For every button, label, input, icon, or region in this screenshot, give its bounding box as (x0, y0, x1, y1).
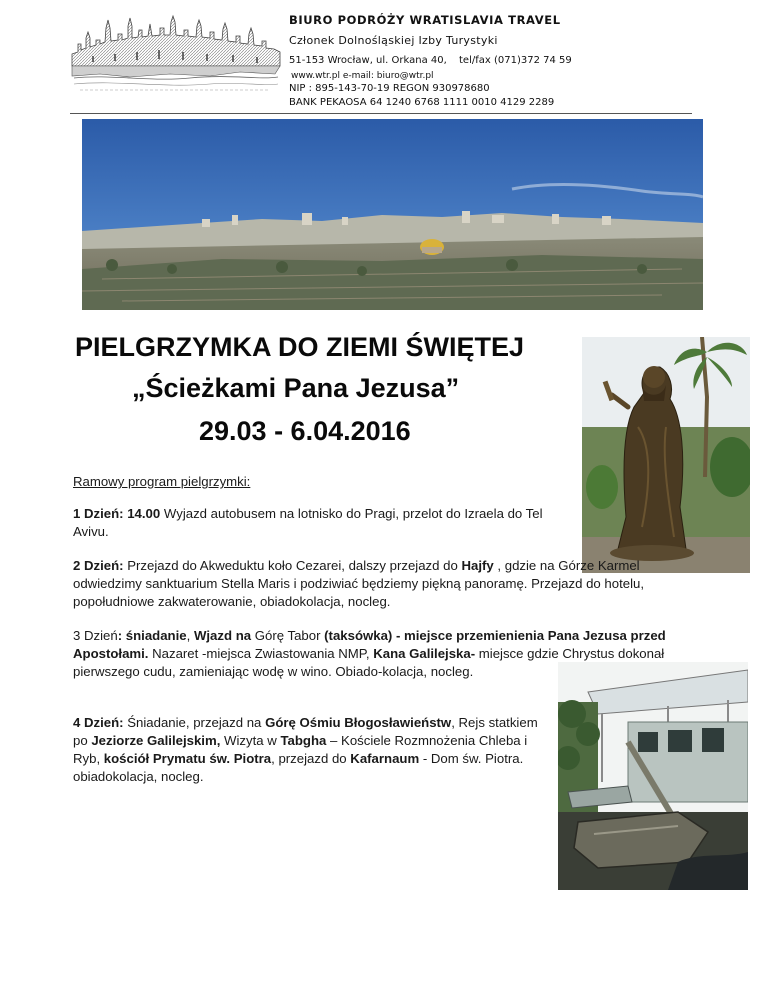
day-4-text-b: , Rejs statkiem po (73, 715, 538, 748)
pilgrimage-dates: 29.03 - 6.04.2016 (199, 416, 411, 446)
galilee-harbor-photo (558, 662, 748, 890)
day-3-transfiguration: (taksówka) - miejsce przemienienia Pana Jezusa przed Apostołami. (73, 628, 666, 661)
company-tax-ids: NIP : 895-143-70-19 REGON 930978680 (289, 83, 490, 94)
program-heading: Ramowy program pielgrzymki: (73, 474, 251, 489)
chamber-membership: Członek Dolnośląskiej Izby Turystyki (289, 34, 498, 47)
day-4-text-a: Śniadanie, przejazd na (123, 715, 266, 730)
day-2-text-b: , gdzie na Górze Karmel odwiedzimy sanktuarium Stella Maris i podziwiać będziemy piękną panoramę. Przejazd do hotelu, popołudniowe zakwaterowanie, obiadokolacja, nocleg. (73, 558, 645, 609)
day-3-entry: Wjazd na (193, 628, 252, 643)
day-3-cana: Kana Galilejska- (373, 646, 476, 661)
day-4-lake: Jeziorze Galilejskim, (91, 733, 221, 748)
company-phone: tel/fax (071)372 74 59 (459, 55, 572, 66)
day-2-haifa: Hajfy (461, 558, 494, 573)
page-title: PIELGRZYMKA DO ZIEMI ŚWIĘTEJ (75, 332, 525, 362)
day-2-description (73, 557, 673, 611)
day-2-label: 2 Dzień: (73, 558, 124, 573)
day-3-breakfast: : śniadanie (117, 628, 187, 643)
saint-peter-statue-photo (582, 337, 750, 573)
jerusalem-panorama-photo (82, 119, 703, 310)
day-4-text-d: – Kościele Rozmnożenia Chleba i Ryb, (73, 733, 528, 766)
pilgrimage-subtitle: „Ścieżkami Pana Jezusa” (132, 373, 460, 403)
day-4-capernaum: Kafarnaum (350, 751, 420, 766)
company-bank-account: BANK PEKAOSA 64 1240 6768 1111 0010 4129 2289 (289, 97, 555, 108)
day-3-label: 3 Dzień (73, 628, 118, 643)
day-4-label: 4 Dzień: (73, 715, 124, 730)
header-divider (70, 113, 692, 114)
city-engraving-logo (70, 14, 282, 96)
day-4-description (73, 714, 555, 786)
day-4-primacy: kościół Prymatu św. Piotra (103, 751, 272, 766)
day-3-tabor: Górę Tabor (251, 628, 325, 643)
day-4-text-c: Wizyta w (220, 733, 281, 748)
day-4-text-f: - Dom św. Piotra. obiadokolacja, nocleg. (73, 751, 524, 784)
day-4-beatitudes: Górę Ośmiu Błogosławieństw (265, 715, 452, 730)
day-1-text: Wyjazd autobusem na lotnisko do Pragi, przelot do Izraela do Tel Avivu. (73, 506, 543, 539)
day-4-tabgha: Tabgha (280, 733, 327, 748)
company-name: BIURO PODRÓŻY WRATISLAVIA TRAVEL (289, 13, 561, 27)
day-3-sep: , (186, 628, 194, 643)
day-1-description (73, 505, 568, 541)
company-web-email: www.wtr.pl e-mail: biuro@wtr.pl (291, 71, 434, 81)
day-3-nazareth: Nazaret -miejsca Zwiastowania NMP, (148, 646, 374, 661)
day-1-label: 1 Dzień: 14.00 (73, 506, 161, 521)
day-3-text-end: miejsce gdzie Chrystus dokonał pierwszego cudu, zamieniając wodę w wino. Obiado-kolacja, nocleg. (73, 646, 665, 679)
company-address: 51-153 Wrocław, ul. Orkana 40, (289, 55, 447, 66)
day-4-text-e: , przejazd do (271, 751, 351, 766)
day-2-text-a: Przejazd do Akweduktu koło Cezarei, dalszy przejazd do (123, 558, 462, 573)
